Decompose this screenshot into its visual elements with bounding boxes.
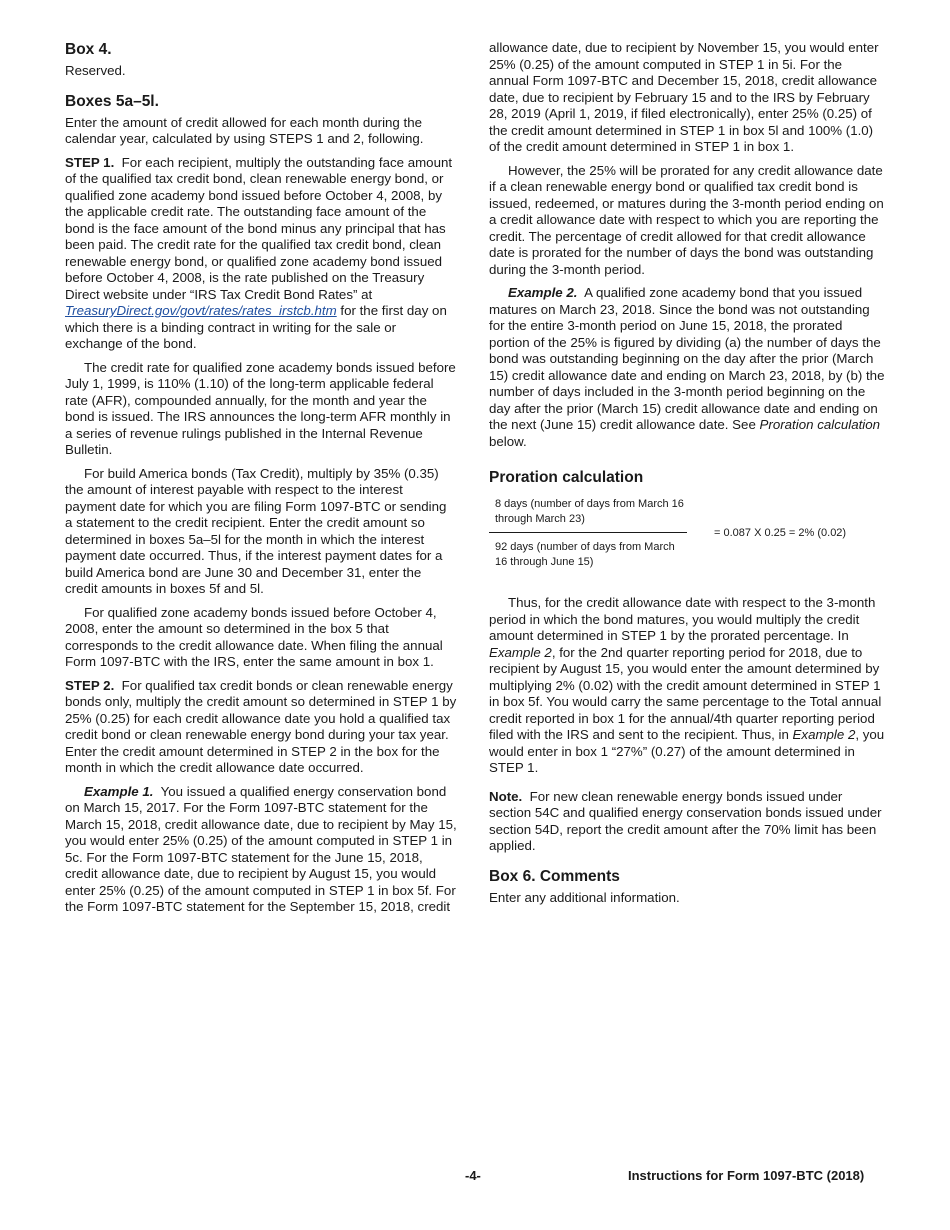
treasury-rates-link[interactable]: TreasuryDirect.gov/govt/rates/rates_irstcb.htm xyxy=(65,303,337,318)
box5-heading: Boxes 5a–5l. xyxy=(65,92,159,110)
build-america-paragraph: For build America bonds (Tax Credit), multiply by 35% (0.35) the amount of interest payable with respect to the interest payment date for which you are filing Form 1097-BTC or sending a statement to the credit recipient. Enter the credit amount so determined in boxes 5a–5l for the month in which the interest payment date occurred. Thus, if the interest payment dates for a build America bond are June 30 and December 31, enter the credit amounts in boxes 5f and 5l. xyxy=(65,465,447,596)
example2-tail: below. xyxy=(489,433,527,449)
box4-text: Reserved. xyxy=(65,63,126,78)
step2-label: STEP 2. xyxy=(65,677,115,693)
thus-paragraph xyxy=(489,595,885,777)
example2-paragraph xyxy=(489,285,885,450)
note-text: For new clean renewable energy bonds issued under section 54C and qualified energy conservation bonds issued under section 54D, report the credit amount after the 70% limit has been applied. xyxy=(489,788,882,853)
example1-paragraph xyxy=(65,784,457,916)
proration-numerator: 8 days (number of days from March 16 through March 23) xyxy=(489,497,687,533)
step1-text: For each recipient, multiply the outstanding face amount of the qualified tax credit bond, clean renewable energy bond, or qualified zone academy bond issued before October 4, 2008, by the applicable credit rate. The outstanding face amount of the bond is the face amount of the bond minus any principal that has been paid. The credit rate for the qualified tax credit bond, clean renewable energy bond, or qualified zone academy bond issued before October 4, 2008, is the rate published on the Treasury Direct website under “IRS Tax Credit Bond Rates” at xyxy=(65,154,453,302)
note-label: Note. xyxy=(489,788,523,804)
step1-tail: for the first day on which there is a binding contract in writing for the sale or exchange of the bond. xyxy=(65,303,447,351)
thus-part-a: Thus, for the credit allowance date with respect to the 3-month period in which the bond matures, you would multiply the credit amount determined in STEP 1 by the prorated percentage. In xyxy=(489,595,876,643)
example1-continued: allowance date, due to recipient by November 15, you would enter 25% (0.25) of the amount computed in STEP 1 in 5i. For the annual Form 1097-BTC and December 15, 2018, credit allowance date, due to recipient by February 15 and to the IRS by February 28, 2019 (April 1, 2019, if filed electronically), enter 25% (0.25) of the credit amount determined in STEP 1 in box 5l and 100% (1.0) of the credit amount determined in STEP 1 in box 1. xyxy=(489,40,879,154)
box6-heading: Box 6. Comments xyxy=(489,867,620,885)
box4-heading: Box 4. xyxy=(65,41,112,58)
example2-text: A qualified zone academy bond that you issued matures on March 23, 2018. Since the bond was not outstanding for the entire 3-month period on June 15, 2018, the prorated portion of the 25% is figured by dividing (a) the number of days the bond was outstanding beginning on the day after the prior (March 15) credit allowance date and ending on March 23, 2018, by (b) the number of days included in the 3-month period beginning on the day after the prior (March 15) credit allowance date and ending on the next (June 15) credit allowance date. See xyxy=(489,285,885,432)
proration-denominator: 92 days (number of days from March 16 through June 15) xyxy=(495,541,675,568)
page-number: -4- xyxy=(465,1168,481,1183)
step1-label: STEP 1. xyxy=(65,154,115,170)
however-paragraph: However, the 25% will be prorated for any credit allowance date if a clean renewable energy bond or qualified tax credit bond is issued, redeemed, or matures during the 3-month period ending on a credit allowance date with respect to which you are reporting the credit. The percentage of credit allowed for that credit allowance date is prorated for the number of days the bond was outstanding during the 3-month period. xyxy=(489,162,884,277)
example1-label: Example 1. xyxy=(84,783,154,799)
qzab-paragraph: For qualified zone academy bonds issued before October 4, 2008, enter the amount so determined in the box 5 that corresponds to the credit allowance date. When filing the annual Form 1097-BTC with the IRS, enter the same amount in box 1. xyxy=(65,604,443,669)
right-column xyxy=(489,40,885,913)
thus-part-c: , you would enter in box 1 “27%” (0.27) of the amount determined in STEP 1. xyxy=(489,727,885,775)
proration-reference: Proration calculation xyxy=(759,417,881,432)
proration-heading: Proration calculation xyxy=(489,469,644,486)
step2-text: For qualified tax credit bonds or clean renewable energy bonds only, multiply the credit amount so determined in STEP 1 by 25% (0.25) for each credit allowance date you hold a qualified tax credit bond or clean renewable energy bond during your tax year. Enter the credit amount determined in STEP 2 in the box for the month in which the credit allowance date occurred. xyxy=(65,677,457,775)
footer-doc-title: Instructions for Form 1097-BTC (2018) xyxy=(628,1168,865,1183)
box5-intro: Enter the amount of credit allowed for each month during the calendar year, calculated by using STEPS 1 and 2, following. xyxy=(65,114,424,146)
thus-part-b: , for the 2nd quarter reporting period for 2018, due to recipient by August 15, you would enter the amount determined by multiplying 2% (0.02) with the credit amount determined in STEP 1 in box 5f. You would carry the same percentage to the Total annual credit reported in box 1 for the annual/4th quarter reporting period filed with the IRS and sent to the recipient. Thus, in xyxy=(489,644,882,742)
example1-text: You issued a qualified energy conservation bond on March 15, 2017. For the Form 1097-BTC statement for the March 15, 2018, credit allowance date, due to recipient by May 15, you would enter 25% (0.25) of the amount computed in STEP 1 in 5c. For the Form 1097-BTC statement for the June 15, 2018, credit allowance date, due to recipient by August 15, you would enter 25% (0.25) of the amount computed in STEP 1 in box 5f. For the Form 1097-BTC statement for the September 15, 2018, credit xyxy=(65,783,457,914)
proration-result: = 0.087 X 0.25 = 2% (0.02) xyxy=(714,527,847,539)
step1-paragraph xyxy=(65,155,457,353)
credit-rate-paragraph: The credit rate for qualified zone academy bonds issued before July 1, 1999, is 110% (1.10) of the long-term applicable federal rate (AFR), compounded annually, for the month and year the bond is issued. The IRS announces the long-term AFR monthly in a series of revenue rulings published in the Internal Revenue Bulletin. xyxy=(65,359,456,457)
example2-label: Example 2. xyxy=(508,285,578,300)
left-column xyxy=(65,40,457,923)
thus-example-ref-1: Example 2 xyxy=(489,644,552,660)
step2-paragraph xyxy=(65,678,457,777)
proration-formula xyxy=(489,497,885,581)
note-paragraph xyxy=(489,789,885,855)
proration-fraction xyxy=(489,497,687,569)
thus-example-ref-2: Example 2 xyxy=(792,727,856,742)
box6-text: Enter any additional information. xyxy=(489,889,680,905)
